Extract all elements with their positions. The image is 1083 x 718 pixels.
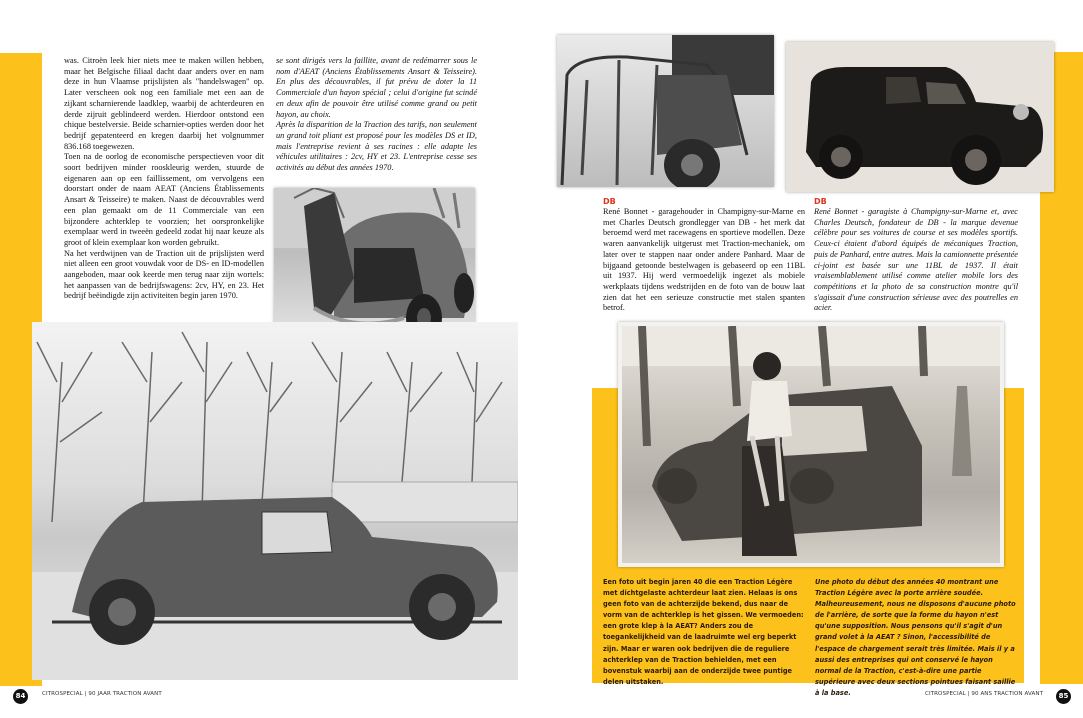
db-nl-block: [603, 197, 805, 314]
db-fr-heading: DB: [814, 197, 827, 206]
photo-girl-on-traction: [618, 322, 1004, 567]
nl-paragraph: Na het verdwijnen van de Traction uit de prijslijsten werd niet alleen een groot vouwdak voor de DS- en ID-modellen aangeboden, maar ook keerde men terug naar zijn wortels: het aanpassen van de bedrijfswagens: 2cv, HY, en 23. Het bedrijf beëindigde zijn activiteiten begin jaren 1970.: [64, 248, 264, 301]
fr-text-column: [276, 56, 477, 174]
nl-paragraph: Toen na de oorlog de economische perspectieven voor dit soort bedrijven minder rooskleurig werden, stuurde de eigenaren aan op een faillissement, om vervolgens een doorstart onder de naam AEAT (Anciens Établissements Ansart & Teisseire) te maken. Naast de découvrables werd een plan gemaakt om de 11 Commerciale van een bijzondere achterklep te voorzien; het oorspronkelijke exemplaar werd in tweeën gedeeld zodat hij naar keuze als groot of klein exemplaar kon worden gebruikt.: [64, 152, 264, 247]
caption-nl: Een foto uit begin jaren 40 die een Traction Légère met dichtgelaste achterdeur laat zien. Helaas is ons geen foto van de achterzijde bekend, dus naar de vorm van de achterklep is het gissen. We vermoeden: een grote klep à la AEAT? Anders zou de toegankelijkheid van de laadruimte wel erg beperkt zijn. Maar er waren ook bedrijven die de reguliere achterklep van de Traction behielden, met een bovenstuk waarbij aan de onderzijde twee puntige delen uitstaken.: [603, 578, 804, 686]
photo-db-frame-construction: [557, 35, 774, 187]
fr-paragraph: se sont dirigés vers la faillite, avant de redémarrer sous le nom d'AEAT (Anciens Établissements Ansart & Teisseire). En plus des découvrables, il fut prévu de doter la 11 Commerciale d'un hayon spécial ; celui d'origine fut scindé en deux afin de pouvoir être utilisé comme grand ou petit hayon, au choix.: [276, 56, 477, 119]
page-number-right: 85: [1056, 689, 1071, 704]
db-fr-block: [814, 197, 1018, 314]
fr-paragraph: Après la disparition de la Traction des tarifs, non seulement un grand toit pliant est proposé pour les modèles DS et ID, mais l'entreprise revient à ses racines : elle adapte les véhicules utilitaires : 2cv, HY et 23. L'entreprise cesse ses activités au début des années 1970.: [276, 120, 477, 173]
footer-left: CITROSPECIAL | 90 JAAR TRACTION AVANT: [42, 691, 162, 697]
photo-db-van: [786, 42, 1054, 192]
girl-car-illustration: [622, 326, 1000, 563]
db-nl-heading: DB: [603, 197, 616, 206]
db-nl-text: René Bonnet - garagehouder in Champigny-sur-Marne en met Charles Deutsch grondlegger van DB - het merk dat beroemd werd met racewagens en sportieve modellen. Deze waren aanvankelijk uitgerust met Traction-mechaniek, om later over te stappen naar onder andere Panhard. Maar de bijgaand getoonde bestelwagen is gebaseerd op een 11BL uit 1937. Hij werd vermoedelijk ingezet als mobiele werkplaats tijdens wedstrijden en de foto van de bouw laat zien dat het een serieuze constructie met stalen spanten betrof.: [603, 207, 805, 313]
footer-right: CITROSPECIAL | 90 ANS TRACTION AVANT: [925, 691, 1044, 697]
photo-traction-commerciale-side: [32, 322, 518, 680]
car-side-illustration: [32, 322, 518, 680]
db-fr-text: René Bonnet - garagiste à Champigny-sur-Marne et, avec Charles Deutsch, fondateur de DB - la marque devenue célèbre pour ses voitures de course et ses modèles sportifs. Ceux-ci étaient d'abord équipés de mécaniques Traction, puis de Panhard, entre autres. Mais la camionnette présentée ci-joint est basée sur une 11BL de 1937. Il était vraisemblablement utilisé comme atelier mobile lors des compétitions et la photo de sa construction montre qu'il s'agissait d'une construction sérieuse avec des poutrelles en acier.: [814, 207, 1018, 313]
page-number-left: 84: [13, 689, 28, 704]
car-frame-illustration: [557, 35, 774, 187]
caption-fr: Une photo du début des années 40 montrant une Traction Légère avec la porte arrière soudée. Malheureusement, nous ne disposons d'aucune photo de l'arrière, de sorte que la forme du hayon n'est qu'une supposition. Nous pensons qu'il s'agit d'un grand volet à la AEAT ? Sinon, l'accessibilité de l'espace de chargement serait très limitée. Mais il y a aussi des entreprises qui ont conservé le hayon normal de la Traction, c'est-à-dire une partie supérieure avec deux sections pointues faisant saillie à la base.: [815, 578, 1016, 697]
nl-text-column: [64, 56, 264, 302]
nl-paragraph: was. Citroën leek hier niets mee te maken willen hebben, maar het Belgische filiaal dacht daar anders over en nam deze in hun Vlaamse prijslijsten als "handelswagen" op. Later verscheen ook nog een familiale met een aan de zijkant scharnierende laadklep, waarbij de achterdeuren en derde zijruit geblindeerd werden. Hierdoor ontstond een chique bestelversie. Beide scharnier-opties werden door het bedrijf gepatenteerd en kregen daarbij het volgnummer 836.168 toegewezen.: [64, 56, 264, 151]
van-illustration: [786, 42, 1054, 192]
